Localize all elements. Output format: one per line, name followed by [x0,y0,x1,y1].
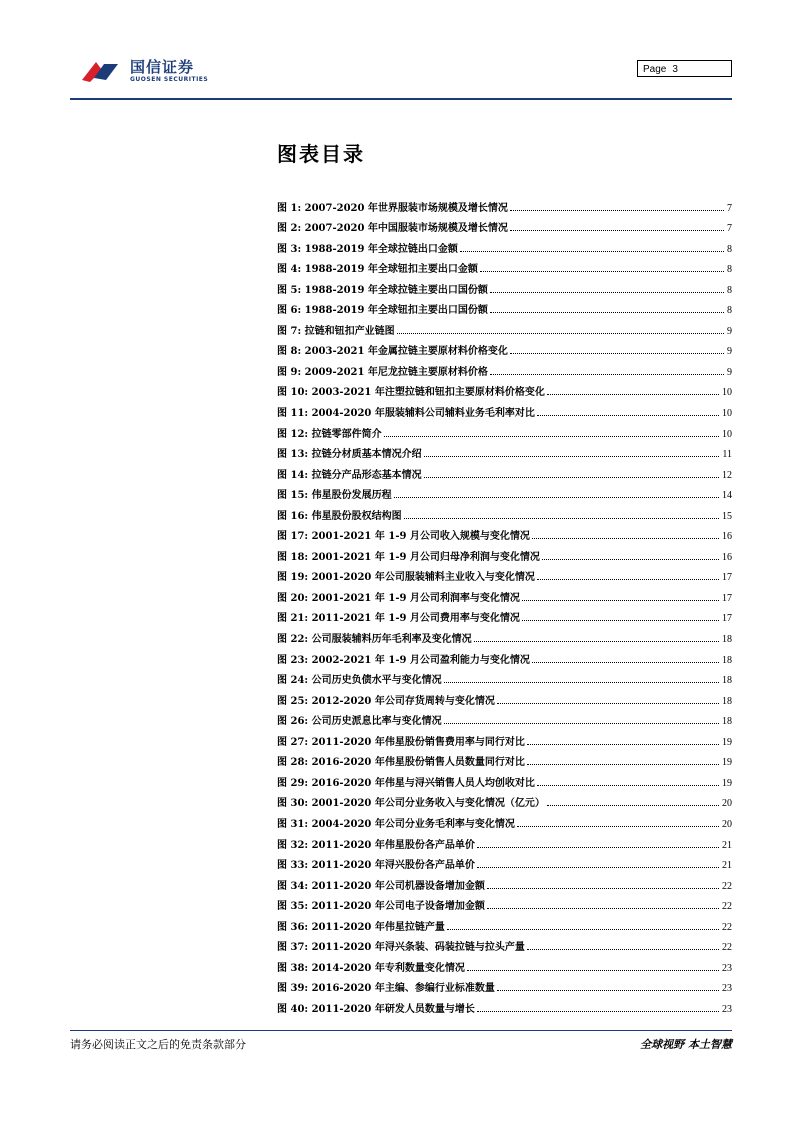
toc-entry-title: 伟星股份股权结构图 [311,510,402,522]
toc-entry-page: 9 [727,346,732,358]
toc-entry[interactable] [277,337,732,358]
toc-entry-label [277,856,475,871]
toc-entry-page: 17 [722,572,732,584]
toc-entry-label [277,836,475,851]
toc-entry-title: 2011-2020 年公司机器设备增加金额 [311,880,485,892]
toc-entry[interactable] [277,851,732,872]
toc-entry-label [277,733,525,748]
toc-entry[interactable] [277,214,732,235]
toc-entry-title: 2011-2021 年 1-9 月公司费用率与变化情况 [311,613,520,625]
toc-entry-page: 18 [722,716,732,728]
toc-entry-number: 图 8: [277,346,302,358]
toc-dot-leader [490,374,724,375]
toc-dot-leader [547,805,719,806]
toc-entry[interactable] [277,255,732,276]
toc-entry-page: 17 [722,613,732,625]
toc-entry-label [277,322,395,337]
toc-dot-leader [517,826,719,827]
toc-entry[interactable] [277,768,732,789]
toc-entry-page: 12 [722,469,732,481]
toc-entry-label [277,281,488,296]
toc-entry-page: 17 [722,592,732,604]
page-label: Page [643,64,667,75]
toc-entry[interactable] [277,666,732,687]
toc-dot-leader [522,600,719,601]
toc-entry-number: 图 34: [277,880,309,892]
toc-entry-number: 图 20: [277,592,309,604]
toc-entry-title: 2004-2020 年服装辅料公司辅料业务毛利率对比 [311,408,535,420]
toc-dot-leader [510,230,724,231]
toc-entry-title: 拉链分产品形态基本情况 [311,469,422,481]
toc-entry-title: 2016-2020 年主编、参编行业标准数量 [311,983,495,995]
toc-entry-page: 21 [722,839,732,851]
toc-entry[interactable] [277,583,732,604]
toc-entry[interactable] [277,398,732,419]
toc-entry-page: 10 [722,387,732,399]
toc-entry-title: 2014-2020 年专利数量变化情况 [311,962,465,974]
toc-entry-page: 19 [722,757,732,769]
toc-entry-title: 2001-2021 年 1-9 月公司归母净利润与变化情况 [311,551,540,563]
toc-entry-page: 18 [722,634,732,646]
toc-entry-label [277,794,545,809]
toc-dot-leader [527,949,719,950]
toc-dot-leader [532,538,719,539]
toc-entry-title: 拉链分材质基本情况介绍 [311,449,422,461]
toc-entry-title: 2011-2020 年浔兴条装、码装拉链与拉头产量 [311,942,525,954]
toc-entry-title: 1988-2019 年全球拉链主要出口国份额 [304,284,488,296]
toc-dot-leader [497,990,719,991]
toc-dot-leader [532,662,719,663]
guosen-logo-icon [80,56,120,86]
toc-entry-label [277,260,478,275]
toc-entry[interactable] [277,440,732,461]
toc-entry-page: 8 [727,243,732,255]
toc-entry-number: 图 5: [277,284,302,296]
toc-entry-page: 22 [722,880,732,892]
toc-entry-title: 2011-2020 年伟星拉链产量 [311,921,445,933]
toc-entry[interactable] [277,316,732,337]
toc-entry-title: 2001-2020 年公司分业务收入与变化情况（亿元） [311,798,545,810]
toc-entry-page: 9 [727,325,732,337]
toc-entry-title: 2001-2020 年公司服装辅料主业收入与变化情况 [311,572,535,584]
page-header [70,48,732,100]
toc-entry[interactable] [277,604,732,625]
toc-dot-leader [474,641,719,642]
toc-dot-leader [527,744,719,745]
toc-entry-page: 21 [722,860,732,872]
toc-entry[interactable] [277,994,732,1015]
toc-entry-number: 图 16: [277,510,309,522]
logo-text-cn: 国信证券 [130,58,195,76]
figure-toc-list [277,193,732,1015]
toc-entry-title: 2002-2021 年 1-9 月公司盈利能力与变化情况 [311,654,530,666]
toc-entry-label [277,199,508,214]
toc-entry[interactable] [277,953,732,974]
toc-entry-page: 20 [722,798,732,810]
toc-dot-leader [537,579,719,580]
toc-entry[interactable] [277,686,732,707]
toc-entry-label [277,959,465,974]
toc-entry-page: 15 [722,510,732,522]
header-divider [70,98,732,100]
toc-entry-number: 图 38: [277,962,309,974]
toc-entry[interactable] [277,892,732,913]
toc-entry-number: 图 9: [277,366,302,378]
toc-dot-leader [447,929,719,930]
toc-dot-leader [384,436,719,437]
toc-entry-label [277,774,535,789]
toc-entry-page: 14 [722,490,732,502]
toc-entry-label [277,219,508,234]
toc-entry-title: 2012-2020 年公司存货周转与变化情况 [311,695,495,707]
toc-entry-label [277,466,422,481]
toc-entry-number: 图 27: [277,736,309,748]
toc-entry-page: 22 [722,942,732,954]
toc-entry-page: 20 [722,818,732,830]
toc-entry[interactable] [277,419,732,440]
page-indicator [637,60,732,77]
toc-entry[interactable] [277,501,732,522]
toc-entry[interactable] [277,748,732,769]
toc-dot-leader [522,620,719,621]
toc-entry-number: 图 22: [277,634,309,646]
toc-entry-page: 7 [727,223,732,235]
toc-entry[interactable] [277,378,732,399]
toc-dot-leader [527,764,719,765]
toc-dot-leader [424,477,719,478]
toc-dot-leader [467,970,719,971]
toc-entry-page: 22 [722,921,732,933]
logo-text-en: GUOSEN SECURITIES [130,76,209,83]
toc-entry-number: 图 12: [277,428,309,440]
toc-dot-leader [537,785,719,786]
toc-entry-label [277,568,535,583]
toc-entry[interactable] [277,933,732,954]
toc-entry-number: 图 11: [277,408,309,420]
toc-entry[interactable] [277,830,732,851]
toc-entry[interactable] [277,542,732,563]
toc-entry-title: 2011-2020 年浔兴股份各产品单价 [311,860,475,872]
toc-entry-number: 图 36: [277,921,309,933]
toc-entry-page: 10 [722,408,732,420]
toc-entry[interactable] [277,624,732,645]
toc-entry-number: 图 15: [277,490,309,502]
toc-entry-number: 图 24: [277,675,309,687]
toc-entry-number: 图 26: [277,716,309,728]
toc-entry-title: 公司历史负债水平与变化情况 [311,675,442,687]
toc-entry-title: 2004-2020 年公司分业务毛利率与变化情况 [311,818,515,830]
toc-entry-page: 8 [727,305,732,317]
toc-dot-leader [510,210,724,211]
toc-entry-label [277,548,540,563]
toc-dot-leader [542,559,719,560]
toc-entry-number: 图 35: [277,901,309,913]
toc-entry-page: 22 [722,901,732,913]
toc-dot-leader [404,518,719,519]
toc-entry-title: 公司服装辅料历年毛利率及变化情况 [311,634,472,646]
toc-entry-label [277,671,442,686]
toc-dot-leader [477,1011,719,1012]
toc-entry-title: 拉链零部件简介 [311,428,382,440]
toc-entry[interactable] [277,296,732,317]
toc-dot-leader [480,271,724,272]
toc-entry-number: 图 31: [277,818,309,830]
toc-entry-page: 18 [722,675,732,687]
toc-entry-number: 图 40: [277,1003,309,1015]
toc-entry-label [277,897,485,912]
toc-entry-number: 图 33: [277,860,309,872]
toc-dot-leader [487,908,719,909]
toc-entry[interactable] [277,460,732,481]
toc-entry-label [277,918,445,933]
footer-slogan: 全球视野 本土智慧 [640,1038,732,1051]
toc-entry-label [277,692,495,707]
toc-entry-page: 16 [722,551,732,563]
toc-entry-number: 图 19: [277,572,309,584]
toc-entry-number: 图 23: [277,654,309,666]
toc-entry-number: 图 7: [277,325,302,337]
toc-entry-label [277,979,495,994]
toc-entry-page: 8 [727,264,732,276]
toc-entry[interactable] [277,357,732,378]
toc-entry-number: 图 30: [277,798,309,810]
toc-entry[interactable] [277,645,732,666]
toc-entry-page: 8 [727,284,732,296]
toc-entry-number: 图 4: [277,264,302,276]
toc-entry-number: 图 37: [277,942,309,954]
toc-entry-page: 23 [722,1003,732,1015]
toc-dot-leader [490,292,724,293]
toc-entry[interactable] [277,809,732,830]
toc-entry[interactable] [277,234,732,255]
toc-entry[interactable] [277,563,732,584]
toc-entry-title: 2003-2021 年金属拉链主要原材料价格变化 [304,346,508,358]
toc-entry-page: 7 [727,202,732,214]
toc-entry-page: 23 [722,983,732,995]
toc-entry-title: 2001-2021 年 1-9 月公司收入规模与变化情况 [311,531,530,543]
toc-dot-leader [537,415,719,416]
toc-entry-label [277,486,392,501]
toc-entry-title: 1988-2019 年全球钮扣主要出口金额 [304,264,478,276]
toc-entry-label [277,363,488,378]
toc-entry-page: 18 [722,654,732,666]
toc-entry-page: 19 [722,736,732,748]
toc-entry-number: 图 14: [277,469,309,481]
toc-entry[interactable] [277,193,732,214]
toc-entry-label [277,342,508,357]
toc-entry-page: 11 [722,449,732,461]
toc-entry-label [277,404,535,419]
toc-entry-number: 图 13: [277,449,309,461]
toc-entry-number: 图 1: [277,202,302,214]
toc-entry-label [277,609,520,624]
toc-dot-leader [460,251,724,252]
toc-entry-page: 10 [722,428,732,440]
toc-entry-title: 2011-2020 年研发人员数量与增长 [311,1003,475,1015]
toc-entry-title: 2011-2020 年公司电子设备增加金额 [311,901,485,913]
toc-entry[interactable] [277,871,732,892]
toc-entry-title: 2003-2021 年注塑拉链和钮扣主要原材料价格变化 [311,387,545,399]
toc-dot-leader [510,353,724,354]
toc-entry-label [277,630,472,645]
toc-entry-number: 图 10: [277,387,309,399]
toc-entry[interactable] [277,789,732,810]
toc-dot-leader [477,847,719,848]
toc-dot-leader [497,703,719,704]
page-number: 3 [672,64,678,75]
toc-entry-title: 伟星股份发展历程 [311,490,392,502]
toc-entry-label [277,425,382,440]
toc-entry-title: 1988-2019 年全球钮扣主要出口国份额 [304,305,488,317]
toc-entry[interactable] [277,912,732,933]
toc-entry-number: 图 28: [277,757,309,769]
toc-dot-leader [487,888,719,889]
toc-entry-label [277,527,530,542]
toc-entry-title: 公司历史派息比率与变化情况 [311,716,442,728]
toc-dot-leader [477,867,719,868]
toc-dot-leader [444,682,719,683]
toc-dot-leader [424,456,720,457]
toc-entry-number: 图 21: [277,613,309,625]
toc-entry[interactable] [277,481,732,502]
toc-entry-number: 图 6: [277,305,302,317]
toc-entry[interactable] [277,727,732,748]
toc-entry-title: 2016-2020 年伟星与浔兴销售人员人均创收对比 [311,777,535,789]
toc-entry-title: 1988-2019 年全球拉链出口金额 [304,243,458,255]
toc-entry-page: 9 [727,366,732,378]
toc-entry-title: 2011-2020 年伟星股份销售费用率与同行对比 [311,736,525,748]
toc-entry-label [277,1000,475,1015]
toc-entry-label [277,383,545,398]
toc-entry-label [277,589,520,604]
toc-entry-page: 19 [722,777,732,789]
toc-entry-label [277,445,422,460]
toc-entry-number: 图 17: [277,531,309,543]
toc-entry-label [277,815,515,830]
toc-entry-label [277,507,402,522]
footer-disclaimer: 请务必阅读正文之后的免责条款部分 [70,1038,246,1051]
toc-entry-title: 2011-2020 年伟星股份各产品单价 [311,839,475,851]
toc-entry[interactable] [277,275,732,296]
toc-entry-label [277,877,485,892]
toc-entry-number: 图 39: [277,983,309,995]
toc-entry-title: 2016-2020 年伟星股份销售人员数量同行对比 [311,757,525,769]
toc-entry-label [277,651,530,666]
toc-dot-leader [397,333,724,334]
toc-entry-page: 18 [722,695,732,707]
toc-entry-number: 图 3: [277,243,302,255]
toc-entry-number: 图 18: [277,551,309,563]
toc-dot-leader [394,497,719,498]
toc-entry-number: 图 25: [277,695,309,707]
toc-dot-leader [547,394,719,395]
toc-entry-title: 2007-2020 年世界服装市场规模及增长情况 [304,202,508,214]
toc-entry-label [277,753,525,768]
toc-entry-label [277,301,488,316]
toc-entry[interactable] [277,707,732,728]
toc-entry[interactable] [277,522,732,543]
toc-entry-title: 拉链和钮扣产业链图 [304,325,395,337]
toc-dot-leader [444,723,719,724]
toc-entry-title: 2001-2021 年 1-9 月公司利润率与变化情况 [311,592,520,604]
toc-entry-page: 16 [722,531,732,543]
toc-entry-label [277,240,458,255]
footer-divider [70,1030,732,1031]
page-title: 图表目录 [277,142,365,166]
toc-dot-leader [490,312,724,313]
toc-entry-title: 2009-2021 年尼龙拉链主要原材料价格 [304,366,488,378]
toc-entry-page: 23 [722,962,732,974]
toc-entry-number: 图 29: [277,777,309,789]
toc-entry-number: 图 32: [277,839,309,851]
toc-entry-title: 2007-2020 年中国服装市场规模及增长情况 [304,223,508,235]
toc-entry-number: 图 2: [277,223,302,235]
toc-entry-label [277,938,525,953]
toc-entry[interactable] [277,974,732,995]
toc-entry-label [277,712,442,727]
